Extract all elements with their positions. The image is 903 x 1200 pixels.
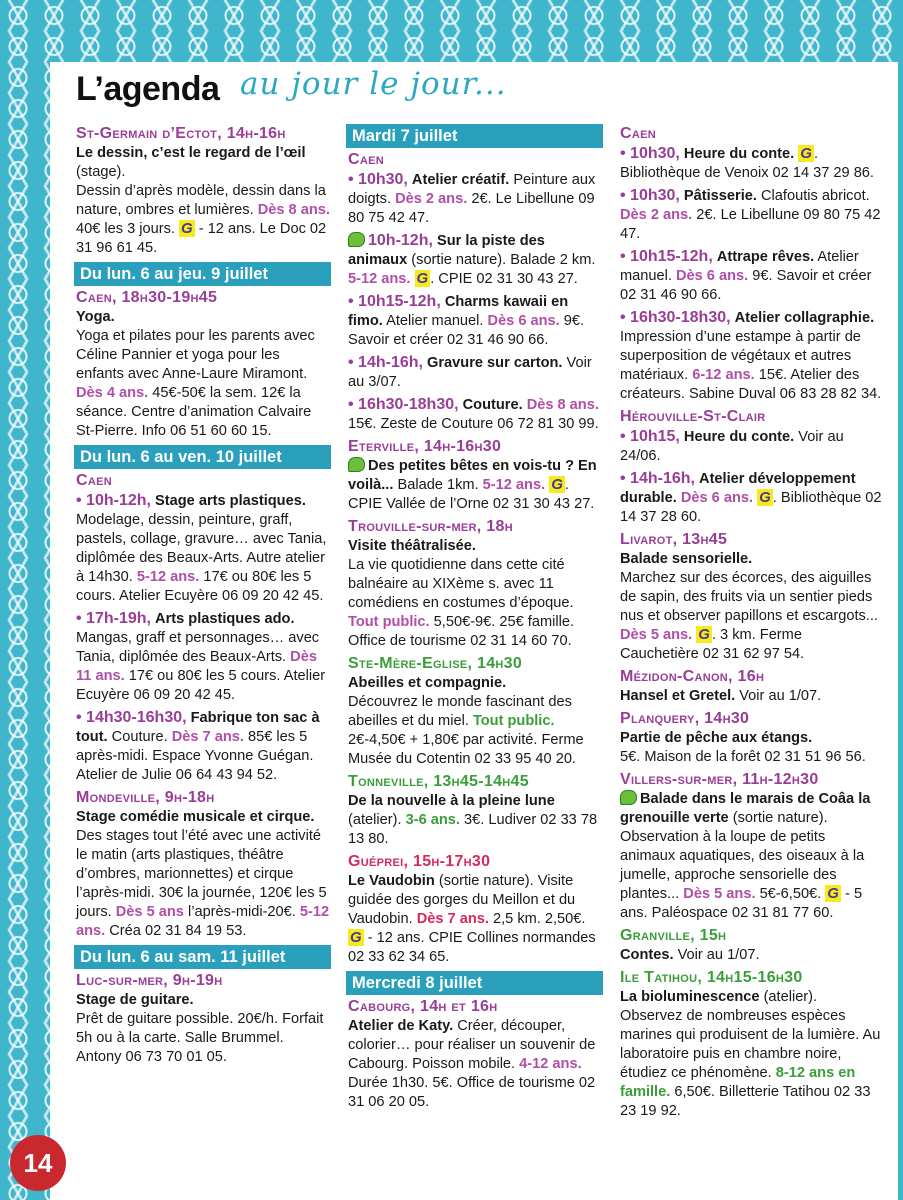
age-label: Dès 2 ans. [620,207,693,223]
date-bar: Du lun. 6 au sam. 11 juillet [74,945,331,969]
event-title: Balade dans le marais de Coâa la grenouille verte [620,791,871,826]
event-entry [620,427,882,466]
event-text: l’après-midi-20€. [187,904,296,920]
event-title: De la nouvelle à la pleine lune [348,793,555,809]
age-label: Dès 7 ans. [416,911,489,927]
event-entry [620,729,882,767]
age-label: 4-12 ans. [519,1056,582,1072]
event-entry [620,790,882,923]
page-subtitle: au jour le jour... [240,66,507,102]
free-icon: G [759,489,771,506]
event-text: 15€. Atelier des créateurs. Sabine Duval 06 83 28 82 34. [620,367,882,402]
agenda-column-2 [348,124,603,1115]
event-time: • 16h30-18h30, [348,396,459,413]
event-entry [76,991,331,1067]
age-label: 5-12 ans. [348,271,411,287]
event-title: Le Vaudobin [348,873,435,889]
nature-icon [348,232,365,247]
event-text: Créa 02 31 84 19 53. [109,923,247,939]
event-title: Sur la piste des animaux [348,233,545,268]
event-place: Caen, 18h30-19h45 [76,289,218,306]
event-entry [620,687,882,706]
event-text: (atelier). [348,812,402,828]
event-text: Couture. [111,729,168,745]
age-label: Dès 2 ans. [395,191,468,207]
event-time: • 10h30, [348,171,408,188]
age-label: 8-12 ans en famille. [620,1065,856,1100]
date-bar: Mardi 7 juillet [346,124,603,148]
event-title: Partie de pêche aux étangs. [620,730,813,746]
event-place: Livarot, 13h45 [620,531,728,548]
event-entry [76,308,331,441]
event-entry [348,395,603,434]
date-bar: Du lun. 6 au ven. 10 juillet [74,445,331,469]
event-entry [620,988,882,1121]
event-time: • 10h30, [620,187,680,204]
event-place: Caen [76,472,112,489]
event-time: • 16h30-18h30, [620,309,731,326]
age-label: 6-12 ans. [692,367,755,383]
event-text: Voir au 24/06. [620,429,844,464]
event-text: Impression d’une estampe à partir de superposition de végétaux et autres matériaux. [620,329,861,383]
event-place: Caen [348,151,384,168]
event-title: Atelier de Katy. [348,1018,454,1034]
event-place: Mézidon-Canon, 16h [620,668,765,685]
event-title: Gravure sur carton. [427,355,563,371]
event-text: 2,5 km. 2,50€. [492,911,586,927]
event-time: • 17h-19h, [76,610,151,627]
event-title: Atelier créatif. [411,172,510,188]
event-title: Le dessin, c’est le regard de l’œil [76,145,306,161]
event-text: . 3 km. Ferme Cauchetière 02 31 62 97 54. [620,627,805,662]
age-label: Dès 8 ans. [526,397,599,413]
event-text: (atelier). Observez de nombreuses espèces marines qui produisent de la lumière. Au laboratoire puis en chambre noire, étudiez ce phénomène. [620,989,881,1081]
event-time: • 14h-16h, [348,354,423,371]
nature-icon [348,457,365,472]
event-text: Clafoutis abricot. [761,188,870,204]
event-title: Stage de guitare. [76,992,194,1008]
event-title: Charms kawaii en fimo. [348,294,569,329]
event-place: Granville, 15h [620,927,727,944]
event-place: Caen [620,125,656,142]
free-icon: G [827,885,839,902]
event-place: Guéprei, 15h-17h30 [348,853,491,870]
event-text: (stage). [76,164,126,180]
nature-icon [620,790,637,805]
event-text: 5€-6,50€. [759,886,822,902]
event-entry [348,231,603,289]
age-label: 3-6 ans. [405,812,460,828]
event-text: . CPIE Vallée de l’Orne 02 31 30 43 27. [348,477,595,512]
event-text: 9€. Savoir et créer 02 31 46 90 66. [348,313,585,348]
event-title: Heure du conte. [683,429,795,445]
age-label: Dès 5 ans [115,904,184,920]
event-entry [348,674,603,769]
event-title: Arts plastiques ado. [155,611,295,627]
event-title: Pâtisserie. [683,188,757,204]
free-icon: G [350,929,362,946]
event-text: 17€ ou 80€ les 5 cours. Atelier Ecuyère 06 09 20 42 45. [76,569,324,604]
page-title: L’agenda [76,70,220,108]
date-bar: Mercredi 8 juillet [346,971,603,995]
event-title: Stage comédie musicale et cirque. [76,809,315,825]
event-text: Peinture aux doigts. [348,172,596,207]
event-title: Balade sensorielle. [620,551,753,567]
free-icon: G [800,145,812,162]
page-number-badge: 14 [10,1135,66,1191]
event-place: Mondeville, 9h-18h [76,789,215,806]
event-entry [620,946,882,965]
event-text: - 5 ans. Paléospace 02 31 81 77 60. [620,886,863,921]
event-text: Dessin d’après modèle, dessin dans la nature, ombres et lumières. [76,183,326,218]
event-entry [348,1017,603,1112]
event-title: Stage arts plastiques. [155,493,306,509]
event-place: Eterville, 14h-16h30 [348,438,502,455]
event-text: (sortie nature). Balade 2 km. [411,252,596,268]
free-icon: G [551,476,563,493]
event-time: • 10h15, [620,428,680,445]
event-text: (sortie nature). Visite guidée des gorges du Meillon et du Vaudobin. [348,873,576,927]
age-label: Tout public. [348,614,430,630]
event-entry [620,308,882,404]
age-label: Dès 6 ans. [675,268,749,284]
event-place: Tonneville, 13h45-14h45 [348,773,529,790]
age-label: Dès 7 ans. [171,729,244,745]
event-entry [620,186,882,244]
event-time: • 14h30-16h30, [76,709,187,726]
agenda-column-1 [76,124,331,1070]
event-time: • 10h30, [620,145,680,162]
event-text: La vie quotidienne dans cette cité balnéaire au XIXème s. avec 11 comédiens en costumes d’époque. [348,557,574,611]
agenda-column-3 [620,124,882,1124]
event-title: Couture. [462,397,523,413]
event-time: • 10h-12h, [76,492,151,509]
age-label: 5-12 ans. [76,904,330,939]
event-entry [76,609,331,705]
event-text: 3€. Ludiver 02 33 78 13 80. [348,812,598,847]
event-text: 2€. Le Libellune 09 80 75 42 47. [620,207,881,242]
event-text: Durée 1h30. 5€. Office de tourisme 02 31 06 20 05. [348,1075,596,1110]
event-title: Contes. [620,947,674,963]
event-title: Atelier développement durable. [620,471,856,506]
event-text: Atelier manuel. [620,249,859,284]
event-text: Atelier manuel. [386,313,484,329]
event-time: 10h-12h, [368,232,433,249]
age-label: Dès 11 ans. [76,649,317,684]
event-entry [76,491,331,606]
event-entry [348,292,603,350]
event-entry [348,792,603,849]
event-place: Ile Tatihou, 14h15-16h30 [620,969,803,986]
event-place: Luc-sur-mer, 9h-19h [76,972,223,989]
age-label: Dès 5 ans. [683,886,756,902]
event-time: • 14h-16h, [620,470,695,487]
event-text: - 12 ans. CPIE Collines normandes 02 33 62 34 65. [348,930,596,965]
event-text: Des stages tout l’été avec une activité le matin (arts plastiques, théâtre d’ombres, marionnettes) et cirque l’après-midi. 30€ la journée, 120€ les 5 jours. [76,828,327,920]
event-text: Voir au 3/07. [348,355,592,390]
event-title: Des petites bêtes en vois-tu ? En voilà... [348,458,597,493]
event-title: Yoga. [76,309,115,325]
event-title: Attrape rêves. [716,249,815,265]
age-label: Dès 6 ans. [487,313,560,329]
event-text: Découvrez le monde fascinant des abeilles et du miel. [348,694,572,729]
event-text: 2€-4,50€ + 1,80€ par activité. Ferme Musée du Cotentin 02 33 95 40 20. [348,732,584,767]
free-icon: G [181,220,193,237]
event-title: Atelier collagraphie. [734,310,875,326]
event-entry [348,537,603,651]
event-text: . Bibliothèque de Venoix 02 14 37 29 86. [620,146,874,181]
event-time: • 10h15-12h, [348,293,441,310]
event-entry [620,550,882,664]
event-entry [76,708,331,785]
event-text: Balade 1km. [397,477,479,493]
event-place: St-Germain d’Ectot, 14h-16h [76,125,286,142]
event-title: Abeilles et compagnie. [348,675,507,691]
event-text: 9€. Savoir et créer 02 31 46 90 66. [620,268,872,303]
event-title: Fabrique ton sac à tout. [76,710,320,745]
age-label: Tout public. [472,713,555,729]
event-time: • 10h15-12h, [620,248,713,265]
age-label: Dès 5 ans. [620,627,693,643]
event-text: Marchez sur des écorces, des aiguilles de sapin, des fruits via un sentier pieds nus et observer papillons et escargots... [620,570,878,624]
free-icon: G [416,270,429,287]
event-place: Trouville-sur-mer, 18h [348,518,513,535]
event-text: 15€. Zeste de Couture 06 72 81 30 99. [348,416,599,432]
age-label: 5-12 ans. [482,477,546,493]
event-title: Heure du conte. [683,146,795,162]
event-text: 6,50€. Billetterie Tatihou 02 33 23 19 92. [620,1084,871,1119]
event-title: La bioluminescence [620,989,760,1005]
event-entry [348,872,603,967]
event-text: 17€ ou 80€ les 5 cours. Atelier Ecuyère 06 09 20 42 45. [76,668,326,703]
event-text: Créer, découper, colorier… pour réaliser un souvenir de Cabourg. Poisson mobile. [348,1018,596,1072]
event-place: Hérouville-St-Clair [620,408,766,425]
event-place: Cabourg, 14h et 16h [348,998,498,1015]
event-text: 5€. Maison de la forêt 02 31 51 96 56. [620,749,866,765]
date-bar: Du lun. 6 au jeu. 9 juillet [74,262,331,286]
event-text: 85€ les 5 après-midi. Espace Yvonne Guégan. Atelier de Julie 06 64 43 94 52. [76,729,314,783]
event-entry [620,469,882,527]
event-title: Visite théâtralisée. [348,538,476,554]
event-entry [348,353,603,392]
free-icon: G [698,626,710,643]
event-text: 45€-50€ la sem. 12€ la séance. Centre d’animation Calvaire St-Pierre. Info 06 51 60 60 15. [76,385,312,439]
event-text: 2€. Le Libellune 09 80 75 42 47. [348,191,595,226]
event-title: Hansel et Gretel. [620,688,736,704]
event-entry [620,247,882,305]
event-place: Villers-sur-mer, 11h-12h30 [620,771,819,788]
event-place: Planquery, 14h30 [620,710,750,727]
event-place: Ste-Mère-Eglise, 14h30 [348,655,523,672]
event-text: Modelage, dessin, peinture, graff, pastels, collage, gravure… avec Tania, diplômée des Beaux-Arts. Autre atelier à 14h30. [76,512,327,585]
event-text: Mangas, graff et personnages… avec Tania, diplômée des Beaux-Arts. [76,630,320,665]
event-entry [348,170,603,228]
event-entry [76,144,331,258]
age-label: Dès 4 ans. [76,385,149,401]
event-text: . CPIE 02 31 30 43 27. [430,271,578,287]
age-label: 5-12 ans. [136,569,200,585]
event-text: Yoga et pilates pour les parents avec Céline Pannier et yoga pour les enfants avec Anne-Laure Miramont. [76,328,315,382]
event-text: . Bibliothèque 02 14 37 28 60. [620,490,882,525]
event-entry [76,808,331,941]
event-text: Voir au 1/07. [739,688,822,704]
event-text: (sortie nature). Observation à la loupe de petits animaux aquatiques, des oiseaux à la jumelle, approche sensorielle des plantes... [620,810,865,902]
event-text: 5,50€-9€. 25€ famille. Office de tourisme 02 31 14 60 70. [348,614,575,649]
event-text: Voir au 1/07. [677,947,760,963]
age-label: Dès 6 ans. [680,490,754,506]
event-entry [348,457,603,514]
age-label: Dès 8 ans. [257,202,330,218]
event-text: Prêt de guitare possible. 20€/h. Forfait 5h ou à la carte. Salle Brummel. Antony 06 73 70 01 05. [76,1011,324,1065]
event-text: - 12 ans. Le Doc 02 31 96 61 45. [76,221,327,256]
event-entry [620,144,882,183]
event-text: 40€ les 3 jours. [76,221,175,237]
